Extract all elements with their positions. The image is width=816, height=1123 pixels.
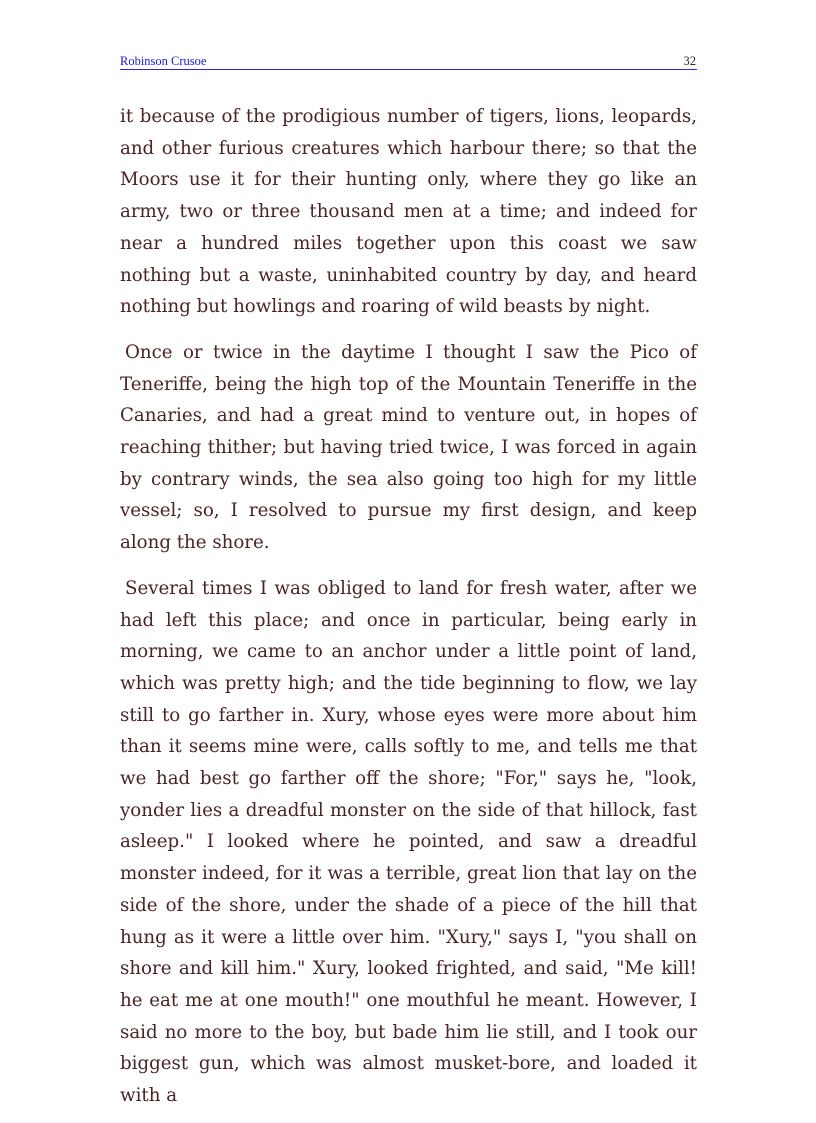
page-number: 32 xyxy=(683,54,696,68)
paragraph-2: Once or twice in the daytime I thought I saw the Pico of Teneriffe, being the high top of the Mountain Teneriffe in the Canaries, and had a great mind to venture out, in hopes of reaching thither; but having tried twice, I was forced in again by contrary winds, the sea also going too high for my little vessel; so, I resolved to pursue my first design, and keep along the shore. xyxy=(120,341,697,554)
running-header xyxy=(120,53,697,70)
body-text xyxy=(120,101,697,1112)
paragraph-1: it because of the prodigious number of tigers, lions, leopards, and other furious creatures which harbour there; so that the Moors use it for their hunting only, where they go like an army, two or three thousand men at a time; and indeed for near a hundred miles together upon this coast we saw nothing but a waste, uninhabited country by day, and heard nothing but howlings and roaring of wild beasts by night. xyxy=(120,106,697,318)
paragraph-3: Several times I was obliged to land for fresh water, after we had left this place; and once in particular, being early in morning, we came to an anchor under a little point of land, which was pretty high; and the tide beginning to flow, we lay still to go farther in. Xury, whose eyes were more about him than it seems mine were, calls softly to me, and tells me that we had best go farther off the shore; "For," says he, "look, yonder lies a dreadful monster on the side of that hillock, fast asleep." I looked where he pointed, and saw a dreadful monster indeed, for it was a terrible, great lion that lay on the side of the shore, under the shade of a piece of the hill that hung as it were a little over him. "Xury," says I, "you shall on shore and kill him." Xury, looked frighted, and said, "Me kill! he eat me at one mouth!" one mouthful he meant. However, I said no more to the boy, but bade him lie still, and I took our biggest gun, which was almost musket-bore, and loaded it with a xyxy=(120,577,697,1107)
book-title-link[interactable]: Robinson Crusoe xyxy=(120,54,207,68)
